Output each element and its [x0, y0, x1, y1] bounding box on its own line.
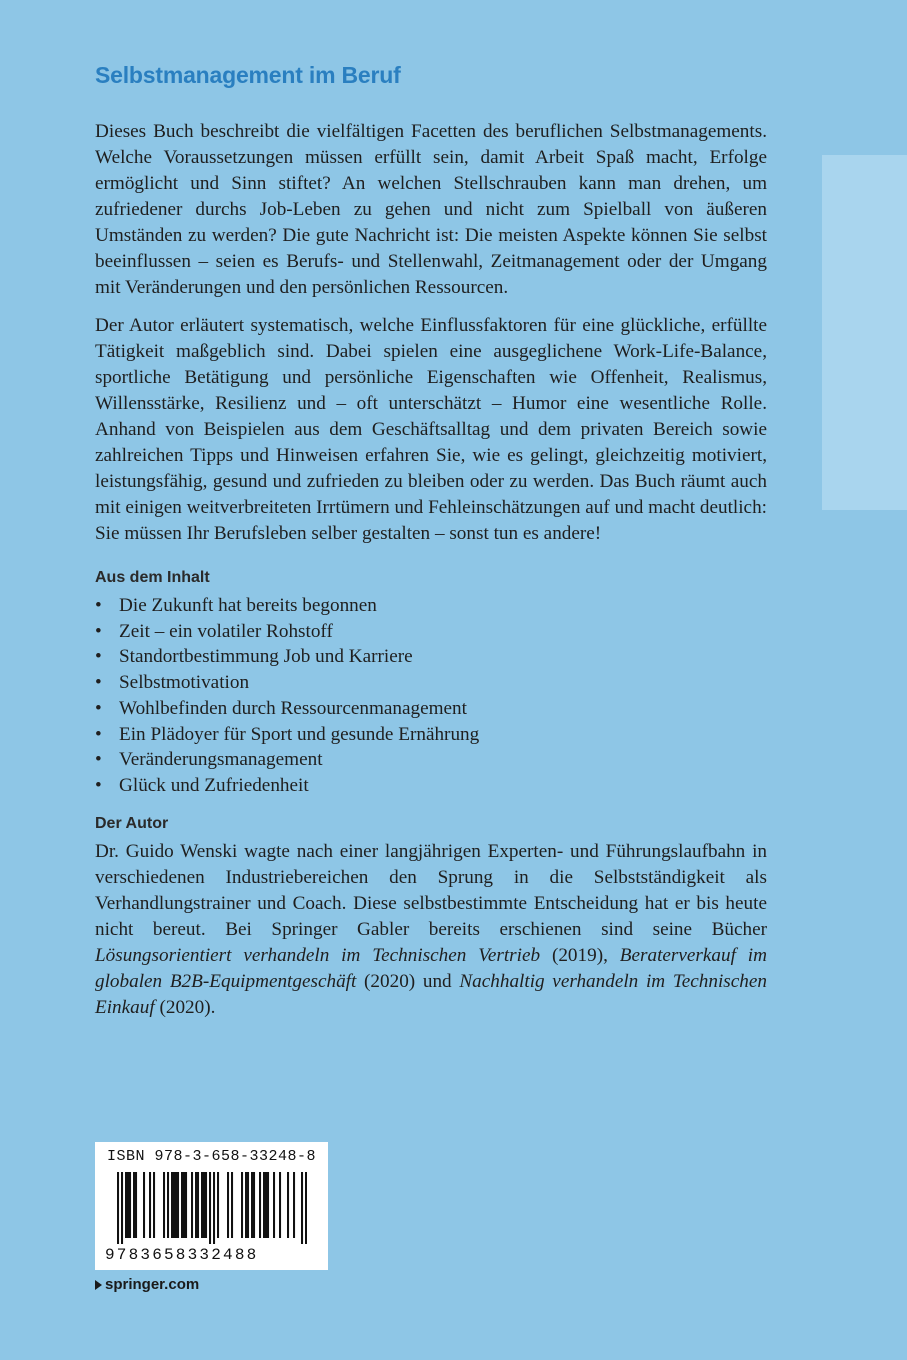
list-item: • Glück und Zufriedenheit — [95, 773, 767, 799]
barcode-bar — [253, 1172, 255, 1238]
barcode-bar — [175, 1172, 177, 1238]
barcode-bar — [171, 1172, 173, 1238]
list-item: • Ein Plädoyer für Sport und gesunde Ernährung — [95, 722, 767, 748]
barcode-bar — [143, 1172, 145, 1238]
barcode-bar — [133, 1172, 135, 1238]
barcode-bar — [273, 1172, 275, 1238]
barcode-bar — [205, 1172, 207, 1238]
barcode-bar — [153, 1172, 155, 1238]
barcode-bar — [163, 1172, 165, 1238]
bullet-icon: • — [95, 646, 102, 668]
barcode-bar — [129, 1172, 131, 1238]
barcode-bar — [247, 1172, 249, 1238]
book-title-1: Lösungsorientiert verhandeln im Technischen Vertrieb — [95, 944, 541, 966]
bullet-icon: • — [95, 620, 102, 642]
publisher-website: springer.com — [105, 1276, 200, 1293]
barcode-bar — [125, 1172, 127, 1238]
list-item: • Veränderungsmanagement — [95, 747, 767, 773]
barcode-bar — [241, 1172, 243, 1238]
barcode-bar — [279, 1172, 281, 1238]
barcode-bar — [191, 1172, 193, 1238]
bullet-icon: • — [95, 749, 102, 771]
barcode-bar — [173, 1172, 175, 1238]
barcode-bar — [245, 1172, 247, 1238]
barcode-bar — [305, 1172, 307, 1244]
barcode-bars — [117, 1172, 307, 1244]
barcode-bar — [287, 1172, 289, 1238]
bullet-icon: • — [95, 672, 102, 694]
bullet-icon: • — [95, 723, 102, 745]
list-item: • Die Zukunft hat bereits begonnen — [95, 593, 767, 619]
isbn-label: ISBN 978-3-658-33248-8 — [107, 1148, 317, 1165]
barcode-bar — [117, 1172, 119, 1244]
barcode-bar — [213, 1172, 215, 1244]
list-item: • Selbstmotivation — [95, 670, 767, 696]
bullet-icon: • — [95, 595, 102, 616]
barcode-bar — [149, 1172, 151, 1238]
contents-list — [95, 593, 767, 799]
barcode-bar — [209, 1172, 211, 1244]
barcode-bar — [183, 1172, 185, 1238]
arrow-right-icon — [95, 1280, 102, 1290]
blurb-content — [95, 119, 767, 1021]
barcode-bar — [231, 1172, 233, 1238]
description-paragraph-1: Dieses Buch beschreibt die vielfältigen Facetten des beruflichen Selbstmanagements. Welche Voraussetzungen müssen erfüllt sein, damit Arbeit Spaß macht, Erfolge ermöglicht und Sinn stiftet? An welchen Stellschrauben kann man drehen, um zufriedener durchs Job-Leben zu gehen und nicht zum Spielball von äußeren Umständen zu werden? Die gute Nachricht ist: Die meisten Aspekte können Sie selbst beeinflussen – seien es Berufs- und Stellenwahl, Zeitmanagement oder der Umgang mit Veränderungen und den persönlichen Ressourcen. — [95, 121, 767, 298]
description-paragraph-2: Der Autor erläutert systematisch, welche Einflussfaktoren für eine glückliche, erfüllte Tätigkeit maßgeblich sind. Dabei spielen eine ausgeglichene Work-Life-Balance, sportliche Betätigung und persönliche Eigenschaften wie Offenheit, Realismus, Willensstärke, Resilienz und – oft unterschätzt – Humor eine wesentliche Rolle. Anhand von Beispielen aus dem Geschäftsalltag und dem privaten Bereich sowie zahlreichen Tipps und Hinweisen erfahren Sie, wie es gelingt, gleichzeitig motiviert, leistungsfähig, gesund und zufrieden zu bleiben oder zu werden. Das Buch räumt auch mit einigen weitverbreiteten Irrtümern und Fehleinschätzungen auf und macht deutlich: Sie müssen Ihr Berufsleben selber gestalten – sonst tun es andere! — [95, 315, 767, 544]
book-title-3: Nachhaltig verhandeln im Technischen Einkauf — [95, 970, 767, 1018]
author-bio: Dr. Guido Wenski wagte nach einer langjährigen Experten- und Führungslaufbahn in verschiedenen Industriebereichen den Sprung in die Selbstständigkeit als Verhandlungstrainer und Coach. Diese selbstbestimmte Entscheidung hat er bis heute nicht bereut. Bei Springer Gabler bereits erschienen sind seine Bücher Lösungsorientiert verhandeln im Technischen Vertrieb (2019), Beraterverkauf im globalen B2B-Equipmentgeschäft (2020) und Nachhaltig verhandeln im Technischen Einkauf (2020). — [95, 840, 767, 1018]
barcode-bar — [181, 1172, 183, 1238]
isbn-barcode — [95, 1142, 328, 1270]
barcode-bar — [185, 1172, 187, 1238]
barcode-bar — [195, 1172, 197, 1238]
barcode-bar — [135, 1172, 137, 1238]
publisher-link[interactable] — [95, 1276, 199, 1293]
barcode-bar — [227, 1172, 229, 1238]
barcode-bar — [167, 1172, 169, 1238]
barcode-bar — [301, 1172, 303, 1244]
barcode-bar — [259, 1172, 261, 1238]
contents-heading: Aus dem Inhalt — [95, 569, 210, 586]
barcode-bar — [197, 1172, 199, 1238]
book-title-2: Beraterverkauf im globalen B2B-Equipmentgeschäft — [95, 944, 767, 992]
barcode-digits: 9783658332488 — [105, 1246, 259, 1264]
barcode-bar — [177, 1172, 179, 1238]
barcode-bar — [265, 1172, 267, 1238]
list-item: • Standortbestimmung Job und Karriere — [95, 644, 767, 670]
barcode-bar — [267, 1172, 269, 1238]
author-heading: Der Autor — [95, 814, 169, 832]
list-item: • Wohlbefinden durch Ressourcenmanagement — [95, 696, 767, 722]
decorative-side-panel — [822, 155, 907, 510]
barcode-bar — [121, 1172, 123, 1244]
barcode-bar — [251, 1172, 253, 1238]
bullet-icon: • — [95, 697, 102, 719]
bullet-icon: • — [95, 774, 102, 796]
barcode-bar — [263, 1172, 265, 1238]
barcode-bar — [127, 1172, 129, 1238]
book-title: Selbstmanagement im Beruf — [95, 62, 401, 88]
barcode-bar — [201, 1172, 203, 1238]
list-item: • Zeit – ein volatiler Rohstoff — [95, 619, 767, 645]
barcode-bar — [293, 1172, 295, 1238]
barcode-bar — [217, 1172, 219, 1238]
barcode-bar — [203, 1172, 205, 1238]
